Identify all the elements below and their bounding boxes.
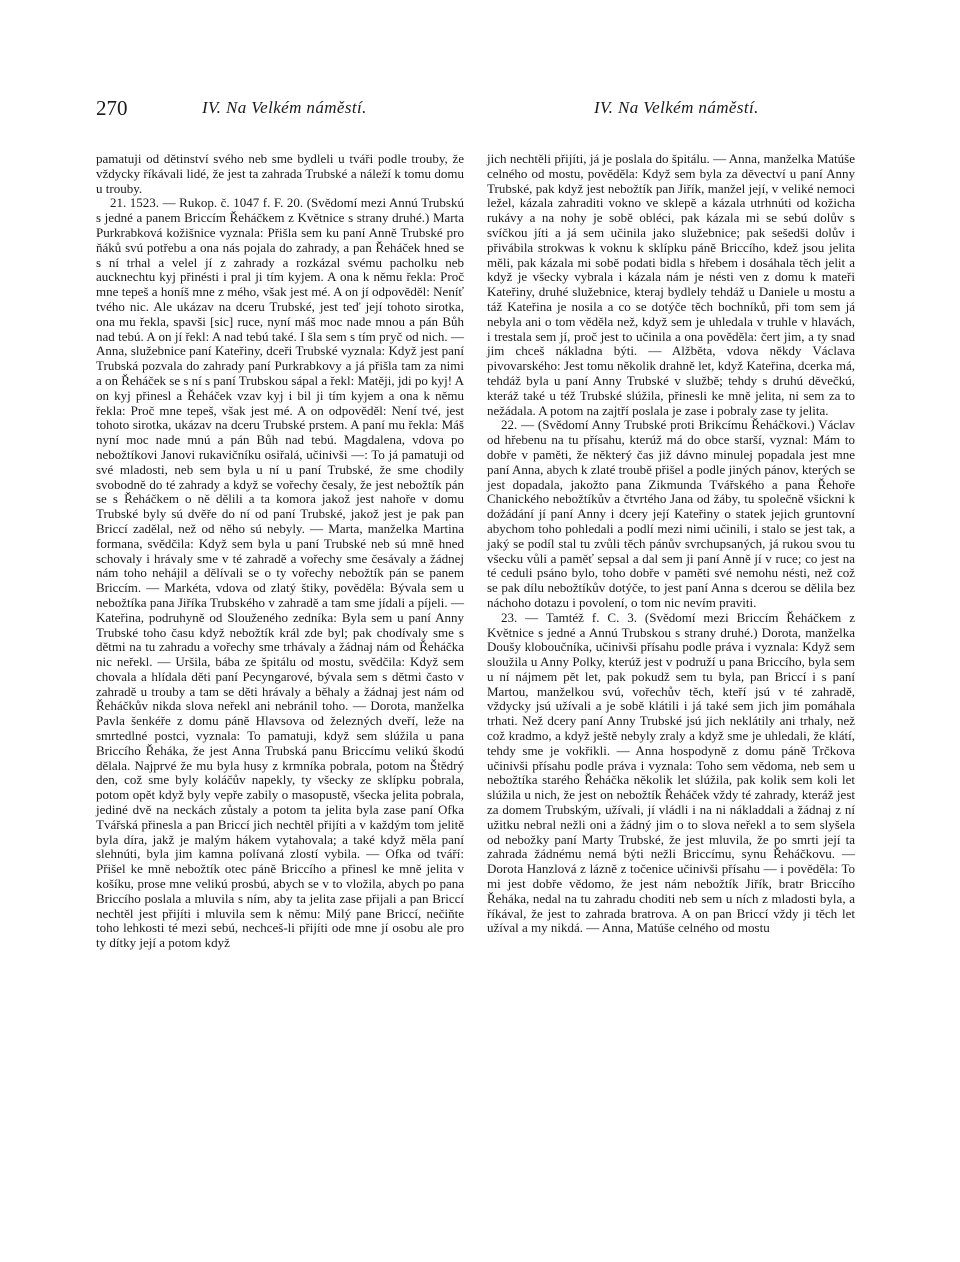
paragraph: 23. — Tamtéž f. C. 3. (Svědomí mezi Briccím Řeháčkem z Květnice s jedné a Annú Trubskou s strany druhé.) Dorota, manželka Doušy kloboučníka, učinivši přísahu podle práva i vyznala: Když sem sloužila u Anny Polky, kterúž jest v podruží u pana Briccího, byla sem u ní nájmem pět let, pak pokudž sem tu byla, pan Briccí i s paní Martou, manželkou svú, vořechův těch, kteří jsú v té zahradě, vždycky jsú užívali a je sobě klátili i já také sem jich jim pomáhala trhati. Než dcery paní Anny Trubské jsú jich neklátily ani trhaly, než což kradmo, a když ještě nebyly zraly a když sme je uhledali, že klátí, tehdy sme je vokřikli. — Anna hospodyně z domu páně Trčkova učinivši přísahu podle práva i vyznala: Toho sem vědoma, neb sem u nebožtíka starého Řeháčka několik let slúžila, pak kolik sem koli let slúžila u nich, že jest on nebožtík Řeháček vždy té zahrady, kteráž jest za domem Trubským, užívali, jí vládli i na ni nákladdali a žádnaj z ní užitku nebral nežli oni a žádný jim o to slova neřekl a to sem slyšela od nebožky paní Marty Trubské, že jest mluvila, že po smrti její ta zahrada žádnému nemá býti nežli Briccímu, synu Řeháčkovu. — Dorota Hanzlová z lázně z točenice učinivši přísahu — i pověděla: To mi jest dobře vědomo, že jest nám nebožtík Jiřík, bratr Briccího Řeháka, nedal na tu zahradu choditi neb sem u ních z mladosti byla, a říkával, že jest to zahrada bratrova. A on pan Briccí vždy ji těch let užíval a my nikdá. — Anna, Matúše celného od mostu: [487, 609, 855, 936]
left-text-column: [96, 152, 464, 951]
paragraph: jich nechtěli přijíti, já je poslala do špitálu. — Anna, manželka Matúše celného od mostu, pověděla: Když sem byla za děvectví u paní Anny Trubské, pak když jest nebožtík pan Jiřík, manžel její, v veliké nemoci ležel, kázala zahraditi vokno ve sklepě a kázala utrhnúti od kožicha rukávy a na nohy je sobě obléci, pak kázala mi se sebú dolův s svíčkou jíti a já sem učinila jako služebnice; pak sešedši dolův i přivábila strokwas k voknu k sklípku páně Briccího, kdež jsou jelita měli, pak kázala mi sobě podati bidla s hřebem i dosáhala těch jelit a když je všecky vybrala i kázala nám je nésti ven z domu k mateři Kateřiny, druhé služebnice, kteraj bydlely tehdáž u Daniele u mostu a táž Kateřina je nosila a co se dotýče těch bochníků, při tom sem já nebyla ani o tom věděla než, když sem je uhledala v truhle v hlavách, i trestala sem jí, proč jest to učinila a ona pověděla: čert jim, a ty snad jim chceš nákladna býti. — Alžběta, vdova někdy Václava pivovarského: Jest tomu několik drahně let, když Kateřina, dcerka má, tehdáž byla u paní Anny Trubské v službě; tehdy s druhú děvečkú, kteráž také u též Trubské slúžila, přinesli ke mně jelita, ni sem za to nežádala. A potom na zajtří poslala je zase i pobraly zase ty jelita.: [487, 151, 855, 418]
paragraph: 22. — (Svědomí Anny Trubské proti Brikcímu Řeháčkovi.) Václav od hřebenu na tu přísahu, kterúž má do obce starší, vyznal: Mám to dobře v paměti, že některý čas již dávno minulej popadala jest mne paní Anna, abych k zlaté troubě přišel a podle jiných pánov, kterých se jest dopadala, jakožto pana Zikmunda Tvářského a pana Řehoře Chanického nebožtíkův a čtvrtého Jana od žáby, tu společně všickni k dožádání jí paní Anny i dcery její Kateřiny o statek jejich gruntovní abychom toho pohledali a podlí mezi nimi učinili, i stalo se jest tak, a jaký se podíl stal tu zvůli těch pánův svrchupsaných, já rukou svou tu všecku vůli a paměť sepsal a dal sem ji paní Anně jí v ruce; co jest na té ceduli psáno bylo, toho dobře v paměti své nemohu nésti, než což se pak dílu nebožtíkův dotýče, to jest paní Anna s dcerou se dělila bez náchoho dotazu i povolení, o tom nic nevím praviti.: [487, 417, 855, 610]
running-header: [96, 96, 864, 120]
right-running-title: IV. Na Velkém náměstí.: [594, 98, 759, 117]
page-number: 270: [96, 96, 128, 120]
paragraph: 21. 1523. — Rukop. č. 1047 f. F. 20. (Svědomí mezi Annú Trubskú s jedné a panem Briccím Řeháčkem z Květnice s strany druhé.) Marta Purkrabková kožišnice vyznala: Přišla sem ku paní Anně Trubské pro ňáků svú potřebu a ona nás pojala do zahrady, a pan Řeháček hned se s ní trhal a velel jí z zahrady a rozkázal svému pacholku neb aucknechtu kyj přinésti i pral ji tím kyjem. A ona k němu řekla: Proč mne tepeš a honíš mne z mého, však jest mé. A on jí odpověděl: Neníť tvého nic. Ale ukázav na dceru Trubské, jest teď její tohoto sirotka, ona mu řekla, spavši [sic] ruce, nyní máš moc nade mnou a pán Bůh nad tebú. A on jí řekl: A nad tebú také. I šla sem s tím pryč od nich. — Anna, služebnice paní Kateřiny, dceři Trubské vyznala: Když jest paní Trubská pozvala do zahrady paní Purkrabkovy a já přišla tam za nimi a on Řeháček se s ní s paní Trubskou sápal a řekl: Matěji, jdi po kyj! A on kyj přinesl a Řeháček vzav kyj i bil ji tím kyjem a ona k němu řekla: Proč mne tepeš, však jest mé. A on odpověděl: Není tvé, jest tohoto sirotka, ukázav na dceru Trubské prstem. A paní mu řekla: Máš nyní moc nade mnú a pán Bůh nad tebú. Magdalena, vdova po nebožtíkovi Janovi rukavičníku osiřalá, učinivši —: To já pamatuji od své mladosti, neb sem byla u ní u paní Trubské, že sme chodily svobodně do té zahrady a když se vořechy česaly, že jest nebožtík pán se s Řeháčkem o ně dělili a ta komora jakož jest nahoře v domu Trubské byly sú dvěře do ní od paní Trubské, jakož jest je pak pan Briccí zadělal, než od něho sú nebyly. — Marta, manželka Martina formana, svědčila: Když sem byla u paní Trubské neb sú mně hned schovaly i hrávaly sme v té zahradě a vořechy sme česávaly a žádnej nám toho nehájil a dělívali se o ty vořechy nebožtík pán se panem Briccím. — Markéta, vdova od zlatý štiky, pověděla: Bývala sem u nebožtíka pana Jiříka Trubského v zahradě a tam sme jídali a píjeli. — Kateřina, podruhyně od Slouženého zedníka: Byla sem u paní Anny Trubské toho času když nebožtík král zde byl; pak chodívaly sme s dětmi na tu zahradu a vořechy sme trhávaly a žádnaj nám od Řeháčka nic neřekl. — Uršila, bába ze špitálu od mostu, svědčila: Když sem chovala a hlídala děti paní Pecyngarové, bývala sem s dětmi často v zahradě u trouby a tam se děti hrávaly a běhaly a žádnaj jest nám od Řeháčkův nikda slova neřekl ani nebránil toho. — Dorota, manželka Pavla šenkéře z domu páně Hlavsova od železných dveří, leže na smrtedlné postci, vyznala: To pamatuji, když sem slúžila u pana Briccího Řeháka, že jest Anna Trubská panu Briccímu velikú škodú dělala. Najprvé že mu byla husy z krmníka pobrala, potom na Štědrý den, což sme byly koláčův napekly, ty všecky ze sklípku pobrala, potom opět když byly vepře zabily o masopustě, všecka jelita pobrala, jediné dvě na neckách zůstaly a potom ta jelita byla zase paní Ofka Tvářská přinesla a pan Briccí jich nechtěl přijíti a v každým tom jelitě byla díra, jakž je malým hákem vytahovala; a také když měla paní slehnúti, byla jim kamna polívaná zlostí vybila. — Ofka od tváří: Přišel ke mně nebožtík otec páně Briccího a přinesl ke mně jelita v košíku, prose mne velikú prosbú, abych se v to vložila, abych po pana Briccího poslala a mluvila s ním, aby ta jelita zase přijali a pan Briccí nechtěl jest přijíti i mluvila sem k němu: Milý pane Briccí, nečiňte toho lehkosti té mezi sebú, nechceš-li přijíti ode mne jí osobu ale pro ty dítky její a potom když: [96, 195, 464, 951]
right-text-column: [487, 152, 855, 936]
left-running-title: IV. Na Velkém náměstí.: [202, 98, 367, 117]
paragraph: pamatuji od dětinství svého neb sme bydleli u tváři podle trouby, že vždycky říkávali lidé, že jest ta zahrada Trubské a náleží k tomu domu u trouby.: [96, 151, 464, 196]
